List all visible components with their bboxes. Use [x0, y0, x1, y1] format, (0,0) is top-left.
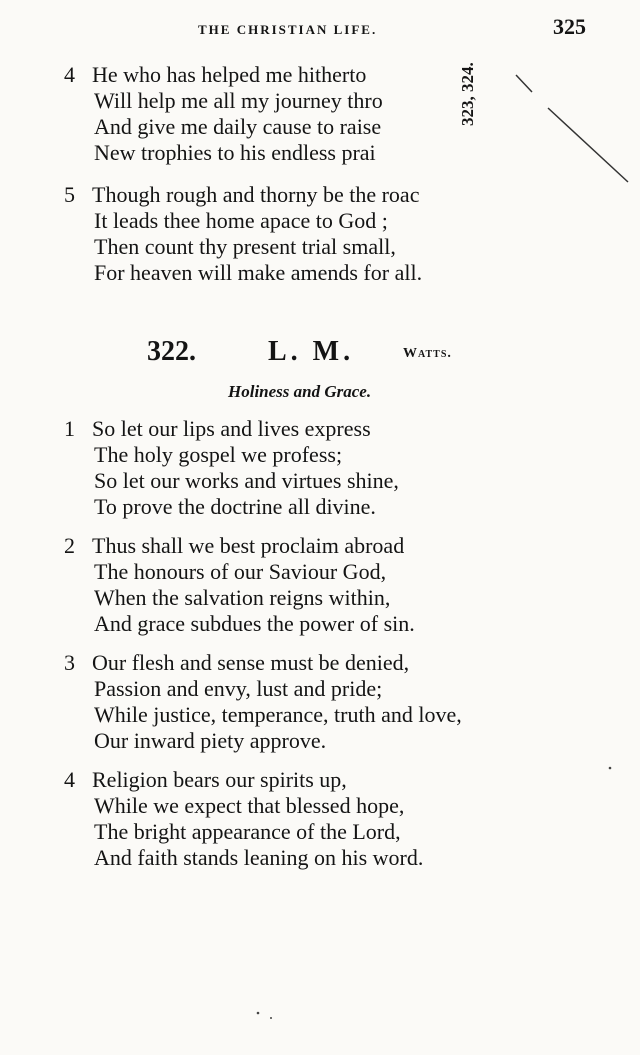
verse-line: The holy gospel we profess; — [94, 442, 343, 467]
hymn-subtitle: Holiness and Grace. — [228, 382, 372, 401]
verse-line: To prove the doctrine all divine. — [94, 494, 376, 519]
verse-line: While we expect that blessed hope, — [94, 793, 405, 818]
continued-text-region — [0, 0, 432, 175]
verse-line: Religion bears our spirits up, — [92, 767, 347, 792]
verse-line: Passion and envy, lust and pride; — [94, 676, 383, 701]
verse-line: The honours of our Saviour God, — [94, 559, 387, 584]
stanza-number: 3 — [64, 650, 75, 675]
verse-line: When the salvation reigns within, — [94, 585, 391, 610]
verse-line: Thus shall we best proclaim abroad — [92, 533, 405, 558]
hymn-number: 322. — [147, 336, 196, 367]
verse-line: Will help me all my journey thro — [94, 88, 383, 113]
stanza-number: 2 — [64, 533, 75, 558]
hymn-author: Watts. — [403, 346, 452, 361]
verse-line: The bright appearance of the Lord, — [94, 819, 401, 844]
stanza-number: 4 — [64, 62, 75, 87]
verse-line: Then count thy present trial small, — [94, 234, 396, 259]
verse-line: And give me daily cause to raise — [94, 114, 382, 139]
verse-line: So let our works and virtues shine, — [94, 468, 399, 493]
verse-line: So let our lips and lives express — [92, 416, 371, 441]
stanza-number: 5 — [64, 182, 75, 207]
hymn-meter: L. M. — [268, 336, 355, 367]
verse-line: Though rough and thorny be the roac — [92, 182, 420, 207]
page-number: 325 — [553, 14, 586, 39]
verse-line: Our inward piety approve. — [94, 728, 327, 753]
verse-line: And grace subdues the power of sin. — [94, 611, 415, 636]
verse-line: New trophies to his endless prai — [94, 140, 376, 165]
verse-line: For heaven will make amends for all. — [94, 260, 423, 285]
verse-line: And faith stands leaning on his word. — [94, 845, 424, 870]
margin-note: 323, 324. — [458, 62, 477, 126]
running-header: THE CHRISTIAN LIFE. — [198, 22, 378, 37]
stanza-number: 1 — [64, 416, 75, 441]
verse-line: While justice, temperance, truth and love, — [94, 702, 462, 727]
verse-line: Our flesh and sense must be denied, — [92, 650, 410, 675]
stanza-number: 4 — [64, 767, 75, 792]
verse-line: It leads thee home apace to God ; — [94, 208, 388, 233]
verse-line: He who has helped me hitherto — [92, 62, 367, 87]
